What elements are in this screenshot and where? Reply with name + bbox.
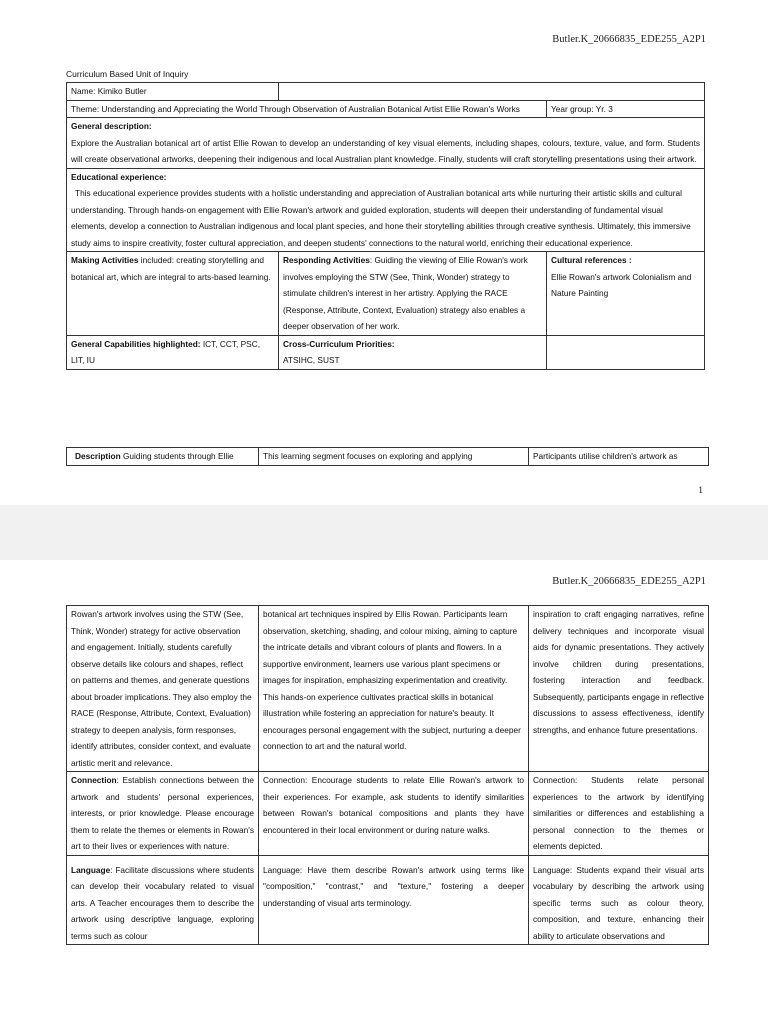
- name-cell: Name: Kimiko Butler: [67, 83, 279, 101]
- educational-experience-label: Educational experience:: [71, 171, 167, 182]
- general-capabilities-cell: [67, 335, 279, 369]
- unit-overview-table: [66, 82, 705, 370]
- educational-experience-cell: [67, 168, 705, 252]
- page-2: [0, 560, 768, 1024]
- techniques-cell-continued: botanical art techniques inspired by Ellis Rowan. Participants learn observation, sketching, shading, and colour mixing, aiming to capture the intricate details and vibrant colours of plants and flowers. In a supportive environment, learners use various plant specimens or images for inspiration, emphasizing experimentation and creativity. This hands-on experience cultivates practical skills in botanical illustration while fostering an appreciation for nature's beauty. It encourages personal engagement with the subject, nurturing a deeper connection to art and the natural world.: [259, 606, 529, 772]
- general-capabilities-label: General Capabilities highlighted:: [71, 338, 201, 349]
- cross-curriculum-cell: [279, 335, 547, 369]
- connection-label: Connection: [71, 775, 117, 785]
- responding-activities-cell: [279, 252, 547, 336]
- making-activities-text: included: creating storytelling and botanical art, which are integral to arts-based learning.: [71, 255, 271, 282]
- description-cell: [67, 448, 259, 466]
- cultural-references-cell: [547, 252, 705, 336]
- connection-teacher-text: : Establish connections between the artwork and students' personal experiences, interests, or prior knowledge. Please encourage them to relate the themes or elements in Rowan's art to their lives or experiences with nature.: [71, 775, 254, 851]
- language-activity-cell: Language: Have them describe Rowan's artwork using terms like "composition," "contrast," and "texture," fostering a deeper understanding of visual arts terminology.: [259, 855, 529, 945]
- page-1: [0, 0, 768, 505]
- segment-table-start: [66, 447, 709, 466]
- name-blank-cell: [279, 83, 705, 101]
- description-cell-continued: Rowan's artwork involves using the STW (See, Think, Wonder) strategy for active observation and engagement. Initially, students carefully observe details like colours and shapes, reflect on patterns and themes, and generate questions about broader implications. They also employ the RACE (Response, Attribute, Context, Evaluation) strategy to deepen analysis, form responses, identify attributes, consider context, and evaluate artistic merit and relevance.: [67, 606, 259, 772]
- theme-cell: Theme: Understanding and Appreciating the World Through Observation of Australian Botanical Artist Ellie Rowan's Works: [67, 100, 547, 118]
- general-description-label: General description:: [71, 121, 152, 131]
- segment-table-continued: [66, 605, 709, 945]
- responding-activities-text: : Guiding the viewing of Ellie Rowan's work involves employing the STW (See, Think, Wonder) strategy to stimulate children's interest in her artistry. Applying the RACE (Response, Attribute, Context, Evaluation) strategy also enables a deeper observation of her work.: [283, 255, 528, 331]
- page-header: Butler.K_20666835_EDE255_A2P1: [552, 576, 706, 587]
- page-number: 1: [698, 486, 703, 496]
- language-label: Language: [71, 864, 111, 875]
- connection-students-cell: Connection: Students relate personal experiences to the artwork by identifying similarities or differences and establishing a personal connection to the themes or elements depicted.: [529, 772, 709, 856]
- language-teacher-cell: [67, 855, 259, 945]
- connection-teacher-cell: [67, 772, 259, 856]
- cultural-references-text: Ellie Rowan's artwork Colonialism and Nature Painting: [551, 271, 692, 298]
- connection-activity-cell: Connection: Encourage students to relate Ellie Rowan's artwork to their experiences. For example, ask students to identify similarities between Rowan's botanical compositions and plants they have encountered in their local environment or during nature walks.: [259, 772, 529, 856]
- description-text-start: Guiding students through Ellie: [120, 451, 234, 461]
- year-group-cell: Year group: Yr. 3: [547, 100, 705, 118]
- cross-curriculum-label: Cross-Curriculum Priorities:: [283, 338, 395, 349]
- description-label: Description: [75, 451, 121, 461]
- making-activities-label: Making Activities: [71, 255, 139, 265]
- cross-curriculum-text: ATSIHC, SUST: [283, 355, 340, 365]
- language-teacher-text: : Facilitate discussions where students can develop their vocabulary related to visual arts. A Teacher encourages them to describe the artwork using descriptive language, exploring terms such as colour: [71, 864, 254, 941]
- presentations-cell-continued: inspiration to craft engaging narratives, refine delivery techniques and incorporate visual aids for dynamic presentations. They actively involve children during presentations, fostering interaction and feedback. Subsequently, participants engage in reflective discussions to assess effectiveness, identify strengths, and enhance future presentations.: [529, 606, 709, 772]
- cross-curriculum-blank-cell: [547, 335, 705, 369]
- general-capabilities-text: ICT, CCT, PSC, LIT, IU: [71, 338, 261, 365]
- page-header: Butler.K_20666835_EDE255_A2P1: [552, 34, 706, 45]
- techniques-cell-start: This learning segment focuses on exploring and applying: [259, 448, 529, 466]
- general-description-text: Explore the Australian botanical art of artist Ellie Rowan to develop an understanding of key visual elements, including shapes, colours, texture, value, and form. Students will create observational artworks, deepening their indigenous and local Australian plant knowledge. Finally, students will craft storytelling presentations using their artwork.: [71, 137, 700, 164]
- document-title: Curriculum Based Unit of Inquiry: [66, 69, 189, 79]
- making-activities-cell: [67, 252, 279, 336]
- general-description-cell: [67, 118, 705, 169]
- responding-activities-label: Responding Activities: [283, 255, 370, 265]
- language-students-cell: Language: Students expand their visual arts vocabulary by describing the artwork using specific terms such as colour theory, composition, and texture, enhancing their ability to articulate observations and: [529, 855, 709, 945]
- presentations-cell-start: Participants utilise children's artwork as: [529, 448, 709, 466]
- cultural-references-label: Cultural references :: [551, 255, 632, 265]
- educational-experience-text: This educational experience provides students with a holistic understanding and appreciation of Australian botanical arts while nurturing their artistic skills and cultural understanding. Through hands-on engagement with Ellie Rowan's artwork and guided exploration, students will deepen their understanding of fundamental visual elements, develop a connection to Australian indigenous and local plant species, and hone their storytelling abilities through creative synthesis. Ultimately, this immersive study aims to inspire creativity, foster cultural appreciation, and deepen students' connections to the natural world, enriching their educational experience.: [71, 188, 691, 248]
